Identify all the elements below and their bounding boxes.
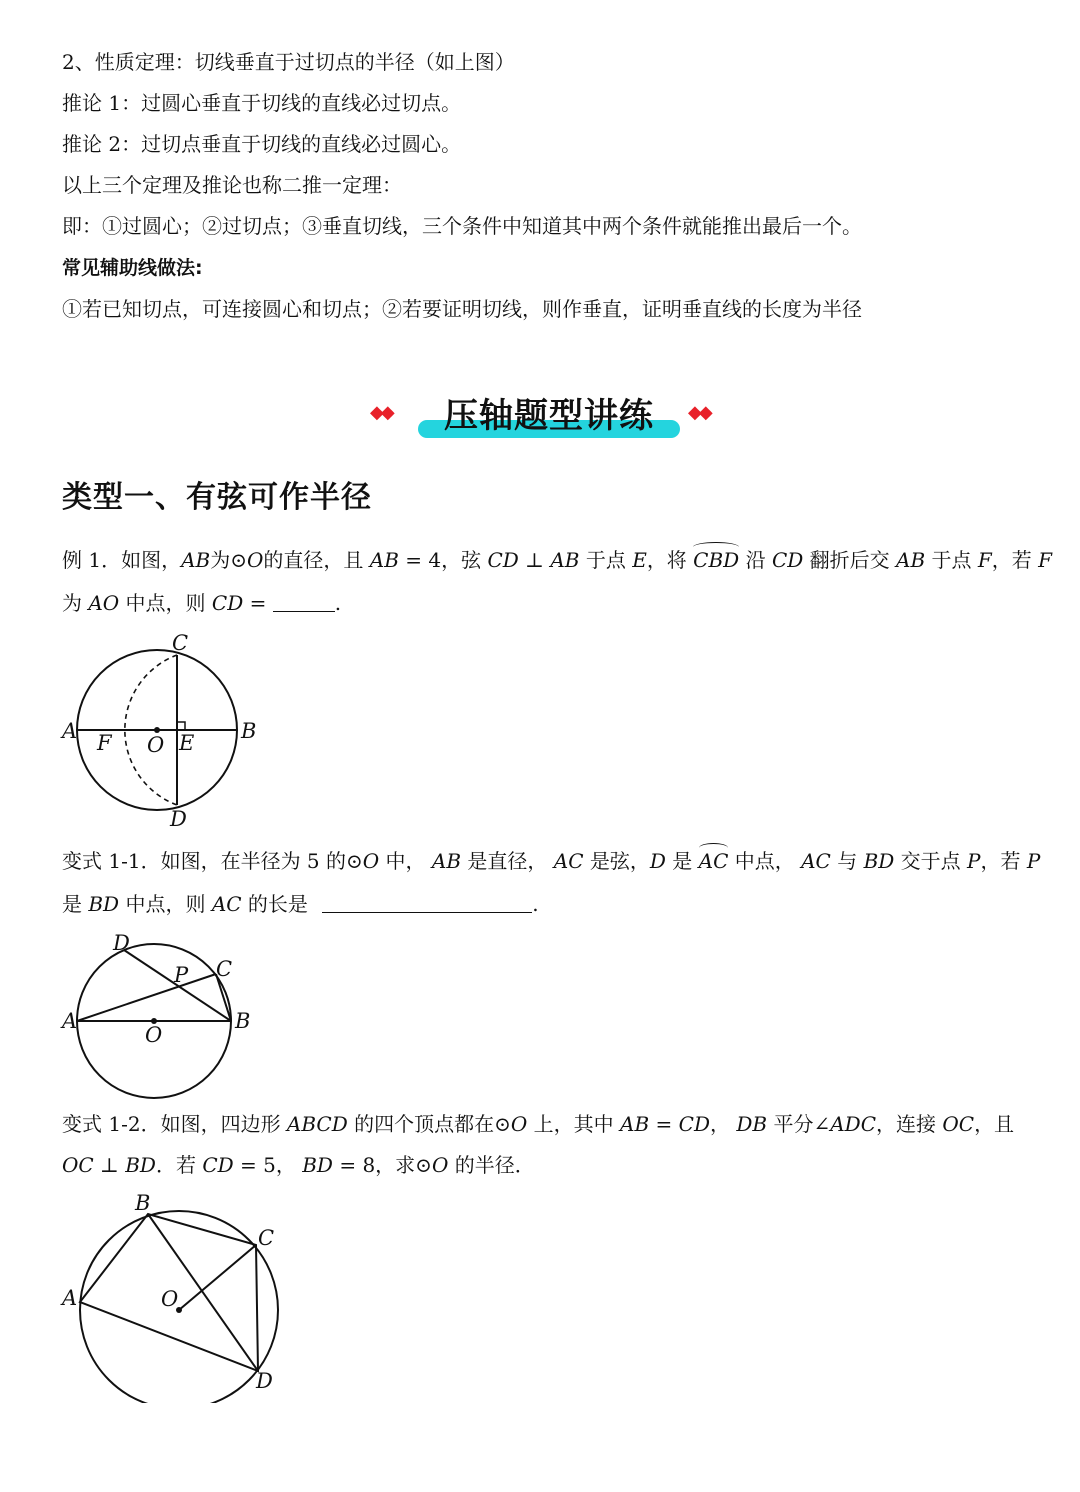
fig2-chord-cb bbox=[216, 974, 231, 1021]
fig3-label-d: D bbox=[256, 1369, 273, 1393]
figure-3 bbox=[55, 1188, 295, 1403]
diamond-icon-left: ◆◆ bbox=[370, 402, 392, 423]
fig1-label-b: B bbox=[241, 719, 257, 743]
fig2-label-a: A bbox=[62, 1009, 78, 1033]
fig2-label-p: P bbox=[174, 963, 189, 987]
fig1-label-o: O bbox=[147, 733, 165, 757]
fig2-label-c: C bbox=[216, 957, 233, 981]
banner-title: 压轴题型讲练 bbox=[444, 396, 654, 436]
variant-1-2-line-2: OC ⊥ BD．若 CD = 5， BD = 8，求⊙O 的半径． bbox=[62, 1153, 535, 1177]
theory-line-3: 推论 2：过切点垂直于切线的直线必过圆心。 bbox=[62, 132, 462, 156]
fig1-label-f: F bbox=[97, 731, 112, 755]
aux-text: ①若已知切点，可连接圆心和切点；②若要证明切线，则作垂直，证明垂直线的长度为半径 bbox=[62, 297, 862, 321]
fig3-label-b: B bbox=[135, 1191, 151, 1215]
fig1-label-c: C bbox=[172, 631, 189, 655]
figure-2 bbox=[55, 928, 275, 1108]
theory-line-1: 2、性质定理：切线垂直于过切点的半径（如上图） bbox=[62, 50, 515, 74]
fig2-label-o: O bbox=[145, 1023, 163, 1047]
fig1-label-a: A bbox=[62, 719, 78, 743]
section-title: 类型一、有弦可作半径 bbox=[62, 480, 372, 515]
diamond-icon-right: ◆◆ bbox=[688, 402, 710, 423]
arc-cbd: CBD bbox=[693, 548, 740, 572]
example-1-line-1: 例 1．如图，AB为⊙O的直径，且 AB = 4，弦 CD ⊥ AB 于点 E，将 CBD 沿 CD 翻折后交 AB 于点 F，若 F bbox=[62, 548, 1052, 572]
section-banner bbox=[360, 384, 730, 444]
answer-blank-1[interactable] bbox=[273, 591, 335, 612]
arc-ac: AC bbox=[698, 849, 729, 873]
fig1-right-angle bbox=[177, 722, 185, 730]
answer-blank-2[interactable] bbox=[322, 892, 532, 913]
example-1-line-2: 为 AO 中点，则 CD = . bbox=[62, 591, 342, 615]
variant-1-1-line-1: 变式 1-1．如图，在半径为 5 的⊙O 中， AB 是直径， AC 是弦，D 是 AC 中点， AC 与 BD 交于点 P，若 P bbox=[62, 849, 1041, 873]
variant-1-1-line-2: 是 BD 中点，则 AC 的长是 . bbox=[62, 892, 539, 916]
figure-1 bbox=[55, 626, 275, 836]
theory-line-2: 推论 1：过圆心垂直于切线的直线必过切点。 bbox=[62, 91, 462, 115]
fig3-label-a: A bbox=[62, 1286, 78, 1310]
theory-line-4: 以上三个定理及推论也称二推一定理： bbox=[62, 173, 402, 197]
fig1-label-e: E bbox=[179, 731, 195, 755]
fig1-label-d: D bbox=[170, 807, 187, 831]
fig3-label-o: O bbox=[161, 1287, 179, 1311]
fig2-label-b: B bbox=[235, 1009, 251, 1033]
fig3-segment-oc bbox=[179, 1245, 256, 1310]
variant-1-2-line-1: 变式 1-2．如图，四边形 ABCD 的四个顶点都在⊙O 上，其中 AB = CD， DB 平分∠ADC，连接 OC，且 bbox=[62, 1112, 1015, 1136]
fig2-label-d: D bbox=[113, 931, 130, 955]
fig3-label-c: C bbox=[258, 1226, 275, 1250]
theory-line-5: 即：①过圆心；②过切点；③垂直切线，三个条件中知道其中两个条件就能推出最后一个。 bbox=[62, 214, 862, 238]
aux-heading: 常见辅助线做法: bbox=[62, 257, 203, 279]
